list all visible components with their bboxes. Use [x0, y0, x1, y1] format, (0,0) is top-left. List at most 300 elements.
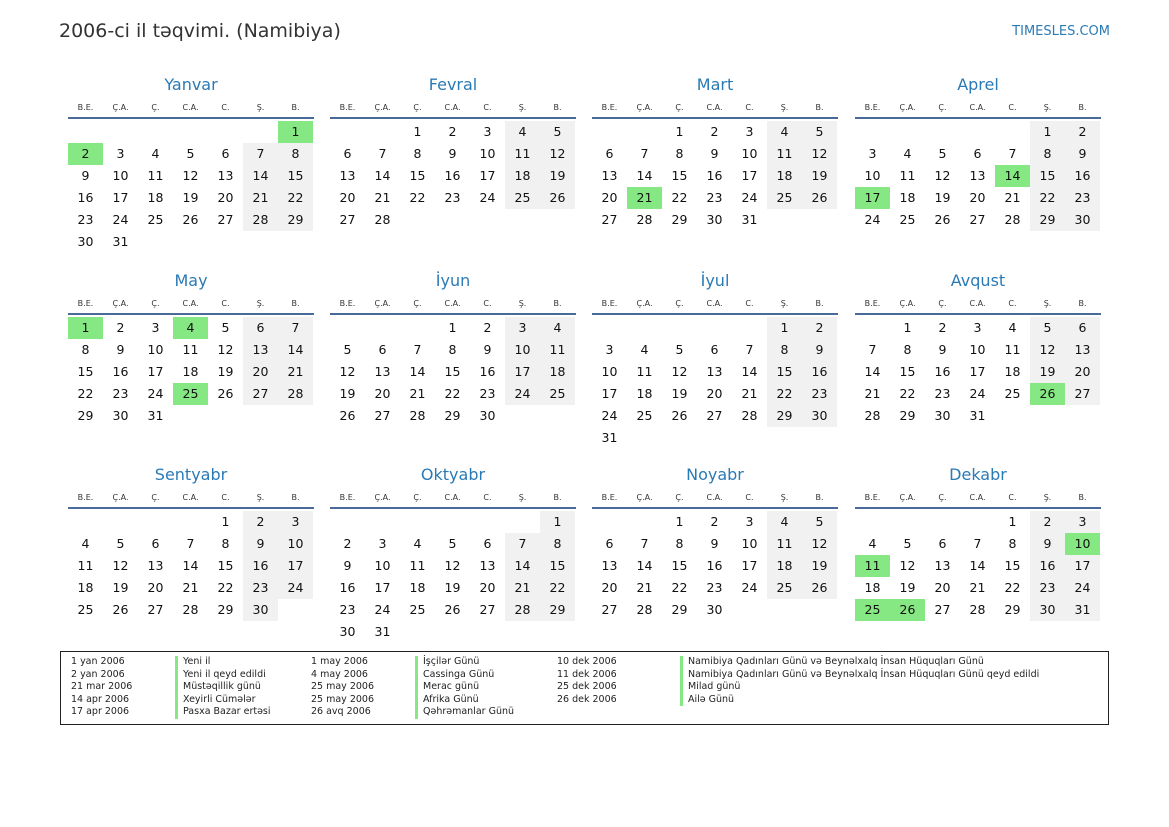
- day-cell: 15: [671, 168, 688, 183]
- day-cell: 9: [710, 536, 719, 551]
- day-cell: 14: [374, 168, 391, 183]
- day-cell: 5: [802, 511, 837, 533]
- weekday-label: B.E.: [601, 493, 618, 502]
- day-cell: 3: [278, 511, 313, 533]
- day-cell: 23: [1065, 187, 1100, 209]
- day-cell: 15: [217, 558, 234, 573]
- day-cell: 21: [969, 580, 986, 595]
- day-cell: 1: [1008, 514, 1017, 529]
- day-cell: 2: [1030, 511, 1065, 533]
- weekday-label: B.: [1078, 299, 1087, 308]
- day-cell: 7: [868, 342, 877, 357]
- legend-date: 14 apr 2006: [71, 693, 130, 705]
- day-cell: 19: [444, 580, 461, 595]
- day-cell: 14: [278, 339, 313, 361]
- day-cell: 23: [243, 577, 278, 599]
- day-cell: 22: [278, 187, 313, 209]
- day-cell: 22: [1004, 580, 1021, 595]
- legend-holiday-name: Afrika Günü: [415, 694, 479, 707]
- day-cell: 22: [1030, 187, 1065, 209]
- day-cell: 17: [112, 190, 129, 205]
- weekday-label: C.A.: [444, 493, 461, 502]
- day-cell: 5: [675, 342, 684, 357]
- legend-holiday-name: Pasxa Bazar ertəsi: [175, 706, 271, 719]
- day-cell: 19: [671, 386, 688, 401]
- day-cell: 27: [217, 212, 234, 227]
- weekday-label: C.: [745, 103, 754, 112]
- day-cell: 10: [969, 342, 986, 357]
- day-cell: 4: [413, 536, 422, 551]
- day-cell: 11: [767, 533, 802, 555]
- day-cell: 24: [278, 577, 313, 599]
- day-cell: 7: [505, 533, 540, 555]
- day-cell: 4: [505, 121, 540, 143]
- day-cell: 21: [243, 187, 278, 209]
- day-cell: 2: [938, 320, 947, 335]
- weekday-label: Ş.: [780, 103, 789, 112]
- day-cell: 13: [601, 558, 618, 573]
- day-cell: 5: [116, 536, 125, 551]
- day-cell: 15: [1004, 558, 1021, 573]
- day-cell: 6: [151, 536, 160, 551]
- day-cell: 5: [186, 146, 195, 161]
- day-cell: 14: [636, 168, 653, 183]
- day-cell: 12: [112, 558, 129, 573]
- day-cell: 22: [899, 386, 916, 401]
- day-cell: 29: [278, 209, 313, 231]
- weekday-label: C.: [483, 299, 492, 308]
- weekday-label: C.A.: [969, 103, 986, 112]
- month-name: İyun: [435, 271, 471, 290]
- day-cell: 25: [767, 577, 802, 599]
- day-cell: 7: [413, 342, 422, 357]
- day-cell: 11: [540, 339, 575, 361]
- day-cell: 31: [1065, 599, 1100, 621]
- day-cell: 12: [217, 342, 234, 357]
- legend-date: 17 apr 2006: [71, 706, 130, 717]
- day-cell: 31: [601, 430, 618, 445]
- day-cell: 4: [540, 317, 575, 339]
- day-cell: 16: [802, 361, 837, 383]
- weekday-label: Ç.: [413, 103, 422, 112]
- day-cell: 9: [116, 342, 125, 357]
- day-cell: 2: [710, 514, 719, 529]
- day-cell: 8: [540, 533, 575, 555]
- weekday-label: Ç.: [151, 493, 160, 502]
- day-cell: 16: [243, 555, 278, 577]
- day-cell: 18: [767, 165, 802, 187]
- day-cell: 22: [77, 386, 94, 401]
- weekday-label: C.A.: [706, 103, 723, 112]
- legend-holiday-name: Yeni il qeyd edildi: [175, 669, 266, 682]
- day-cell: 28: [243, 209, 278, 231]
- weekday-label: Ç.A.: [112, 493, 129, 502]
- month-1: [68, 74, 314, 249]
- weekday-header: [68, 488, 314, 509]
- day-cell: 12: [1030, 339, 1065, 361]
- legend-holiday-name: Namibiya Qadınları Günü və Beynəlxalq İnsan Hüquqları Günü qeyd edildi: [680, 669, 1039, 682]
- day-cell: 1: [413, 124, 422, 139]
- weekday-header: [855, 488, 1101, 509]
- legend-holiday-name: Müstəqillik günü: [175, 681, 261, 694]
- day-cell: 6: [378, 342, 387, 357]
- day-cell: 25: [767, 187, 802, 209]
- page-title: 2006-ci il təqvimi. (Namibiya): [59, 20, 341, 42]
- day-cell: 19: [934, 190, 951, 205]
- weekday-label: Ç.A.: [374, 103, 391, 112]
- day-cell: 25: [147, 212, 164, 227]
- weekday-label: Ç.: [675, 299, 684, 308]
- day-cell: 13: [374, 364, 391, 379]
- month-8: [855, 270, 1101, 445]
- day-cell: 20: [934, 580, 951, 595]
- weekday-label: Ş.: [256, 493, 265, 502]
- day-cell: 5: [938, 146, 947, 161]
- day-cell: 26: [182, 212, 199, 227]
- legend-holiday-name: Yeni il: [175, 656, 210, 669]
- day-cell: 22: [444, 386, 461, 401]
- day-cell: 27: [706, 408, 723, 423]
- day-cell: 6: [710, 342, 719, 357]
- day-cell: 16: [444, 168, 461, 183]
- day-cell: 15: [1030, 165, 1065, 187]
- day-cell: 30: [339, 624, 356, 639]
- day-cell: 11: [147, 168, 164, 183]
- day-cell: 30: [77, 234, 94, 249]
- day-cell: 15: [671, 558, 688, 573]
- day-cell: 10: [1065, 533, 1100, 555]
- weekday-header: [330, 98, 576, 119]
- weekday-label: B.: [553, 103, 562, 112]
- weekday-label: Ç.A.: [112, 103, 129, 112]
- day-cell: 3: [868, 146, 877, 161]
- day-cell: 25: [505, 187, 540, 209]
- day-cell: 20: [243, 361, 278, 383]
- day-cell: 21: [182, 580, 199, 595]
- day-cell: 4: [1008, 320, 1017, 335]
- day-cell: 19: [339, 386, 356, 401]
- weekday-header: [592, 294, 838, 315]
- day-cell: 20: [1065, 361, 1100, 383]
- day-cell: 13: [243, 339, 278, 361]
- day-cell: 13: [147, 558, 164, 573]
- weekday-label: Ç.: [413, 493, 422, 502]
- day-cell: 12: [671, 364, 688, 379]
- day-cell: 30: [1030, 599, 1065, 621]
- weekday-header: [330, 488, 576, 509]
- legend-date: 11 dek 2006: [557, 668, 617, 680]
- day-cell: 19: [899, 580, 916, 595]
- day-cell: 24: [374, 602, 391, 617]
- day-cell: 6: [605, 146, 614, 161]
- month-name: Dekabr: [949, 465, 1007, 484]
- day-cell: 30: [706, 602, 723, 617]
- day-cell: 16: [1065, 165, 1100, 187]
- day-cell: 14: [505, 555, 540, 577]
- day-cell: 17: [278, 555, 313, 577]
- day-cell: 24: [112, 212, 129, 227]
- day-cell: 11: [899, 168, 916, 183]
- weekday-label: B.: [291, 103, 300, 112]
- day-cell: 20: [479, 580, 496, 595]
- day-cell: 5: [903, 536, 912, 551]
- day-cell: 20: [374, 386, 391, 401]
- weekday-label: C.: [1008, 299, 1017, 308]
- day-cell: 10: [112, 168, 129, 183]
- weekday-label: B.E.: [864, 493, 881, 502]
- weekday-label: B.E.: [601, 299, 618, 308]
- day-cell: 10: [741, 536, 758, 551]
- day-cell: 28: [1004, 212, 1021, 227]
- month-5: [68, 270, 314, 445]
- day-cell: 13: [934, 558, 951, 573]
- weekday-label: Ş.: [780, 493, 789, 502]
- day-cell: 14: [409, 364, 426, 379]
- weekday-header: [592, 488, 838, 509]
- legend-date: 1 may 2006: [311, 656, 368, 667]
- day-cell: 17: [601, 386, 618, 401]
- day-cell: 13: [706, 364, 723, 379]
- day-cell: 4: [81, 536, 90, 551]
- day-cell: 22: [671, 190, 688, 205]
- day-cell: 12: [802, 143, 837, 165]
- day-cell: 12: [339, 364, 356, 379]
- weekday-label: Ş.: [1043, 103, 1052, 112]
- month-name: İyul: [700, 271, 730, 290]
- day-cell: 13: [969, 168, 986, 183]
- day-cell: 16: [77, 190, 94, 205]
- day-cell: 6: [605, 536, 614, 551]
- day-cell: 4: [151, 146, 160, 161]
- legend-date: 10 dek 2006: [557, 656, 617, 667]
- legend-date: 25 may 2006: [311, 693, 375, 705]
- day-cell: 23: [802, 383, 837, 405]
- day-cell: 6: [973, 146, 982, 161]
- day-cell: 1: [903, 320, 912, 335]
- day-cell: 18: [182, 364, 199, 379]
- day-cell: 6: [343, 146, 352, 161]
- legend-date: 2 yan 2006: [71, 668, 125, 680]
- weekday-label: Ç.A.: [636, 299, 653, 308]
- day-cell: 10: [278, 533, 313, 555]
- month-name: Sentyabr: [154, 465, 228, 484]
- day-cell: 2: [116, 320, 125, 335]
- day-cell: 11: [77, 558, 94, 573]
- day-cell: 22: [217, 580, 234, 595]
- day-cell: 11: [505, 143, 540, 165]
- weekday-header: [855, 294, 1101, 315]
- day-cell: 19: [802, 165, 837, 187]
- day-cell: 17: [1065, 555, 1100, 577]
- weekday-label: C.: [745, 299, 754, 308]
- day-cell: 9: [81, 168, 90, 183]
- day-cell: 29: [899, 408, 916, 423]
- legend-date: 4 may 2006: [311, 668, 368, 680]
- day-cell: 10: [505, 339, 540, 361]
- day-cell: 3: [1065, 511, 1100, 533]
- weekday-label: B.: [815, 103, 824, 112]
- weekday-label: B.: [1078, 103, 1087, 112]
- day-cell: 3: [745, 514, 754, 529]
- day-cell: 5: [1030, 317, 1065, 339]
- day-cell: 7: [243, 143, 278, 165]
- month-name: Noyabr: [686, 465, 744, 484]
- day-cell: 25: [636, 408, 653, 423]
- day-cell: 11: [767, 143, 802, 165]
- day-cell: 24: [505, 383, 540, 405]
- day-cell: 30: [1065, 209, 1100, 231]
- day-cell: 29: [671, 602, 688, 617]
- day-cell: 29: [671, 212, 688, 227]
- weekday-label: Ş.: [780, 299, 789, 308]
- weekday-label: B.: [553, 299, 562, 308]
- day-cell: 25: [855, 599, 890, 621]
- day-cell: 31: [112, 234, 129, 249]
- weekday-header: [68, 98, 314, 119]
- weekday-label: C.A.: [706, 299, 723, 308]
- day-cell: 7: [640, 536, 649, 551]
- day-cell: 3: [973, 320, 982, 335]
- weekday-label: C.A.: [969, 493, 986, 502]
- weekday-header: [855, 98, 1101, 119]
- day-cell: 6: [483, 536, 492, 551]
- day-cell: 21: [374, 190, 391, 205]
- weekday-label: B.E.: [77, 493, 94, 502]
- day-cell: 23: [479, 386, 496, 401]
- day-cell: 26: [802, 577, 837, 599]
- day-cell: 28: [374, 212, 391, 227]
- day-cell: 8: [675, 146, 684, 161]
- day-cell: 24: [864, 212, 881, 227]
- day-cell: 14: [969, 558, 986, 573]
- day-cell: 20: [601, 580, 618, 595]
- weekday-label: Ç.: [938, 299, 947, 308]
- weekday-label: C.A.: [706, 493, 723, 502]
- legend-date: 25 may 2006: [311, 681, 375, 692]
- day-cell: 1: [68, 317, 103, 339]
- weekday-label: Ç.A.: [899, 103, 916, 112]
- weekday-label: C.: [221, 103, 230, 112]
- day-cell: 8: [1008, 536, 1017, 551]
- day-cell: 13: [339, 168, 356, 183]
- day-cell: 2: [343, 536, 352, 551]
- day-cell: 13: [217, 168, 234, 183]
- weekday-label: C.: [1008, 493, 1017, 502]
- weekday-label: Ş.: [518, 493, 527, 502]
- day-cell: 23: [706, 580, 723, 595]
- weekday-label: C.A.: [182, 299, 199, 308]
- day-cell: 30: [802, 405, 837, 427]
- day-cell: 25: [899, 212, 916, 227]
- day-cell: 4: [868, 536, 877, 551]
- day-cell: 30: [479, 408, 496, 423]
- day-cell: 1: [675, 124, 684, 139]
- day-cell: 28: [741, 408, 758, 423]
- day-cell: 27: [1065, 383, 1100, 405]
- day-cell: 25: [409, 602, 426, 617]
- day-cell: 10: [601, 364, 618, 379]
- weekday-label: Ç.: [413, 299, 422, 308]
- day-cell: 10: [147, 342, 164, 357]
- site-link[interactable]: TIMESLES.COM: [1012, 24, 1110, 39]
- month-7: [592, 270, 838, 445]
- weekday-label: Ş.: [1043, 299, 1052, 308]
- legend-holiday-name: Merac günü: [415, 681, 479, 694]
- day-cell: 6: [1065, 317, 1100, 339]
- legend-date: 25 dek 2006: [557, 681, 617, 692]
- day-cell: 21: [278, 361, 313, 383]
- day-cell: 4: [767, 511, 802, 533]
- day-cell: 14: [864, 364, 881, 379]
- day-cell: 20: [339, 190, 356, 205]
- day-cell: 29: [1030, 209, 1065, 231]
- day-cell: 26: [1030, 383, 1065, 405]
- day-cell: 17: [741, 558, 758, 573]
- day-cell: 12: [899, 558, 916, 573]
- day-cell: 29: [540, 599, 575, 621]
- day-cell: 8: [81, 342, 90, 357]
- day-cell: 23: [1030, 577, 1065, 599]
- day-cell: 23: [112, 386, 129, 401]
- day-cell: 26: [934, 212, 951, 227]
- weekday-label: C.A.: [969, 299, 986, 308]
- day-cell: 28: [864, 408, 881, 423]
- month-name: May: [174, 271, 208, 290]
- weekday-label: Ş.: [518, 299, 527, 308]
- day-cell: 16: [112, 364, 129, 379]
- day-cell: 30: [934, 408, 951, 423]
- day-cell: 6: [938, 536, 947, 551]
- day-cell: 1: [448, 320, 457, 335]
- day-cell: 9: [1030, 533, 1065, 555]
- weekday-label: Ç.A.: [899, 493, 916, 502]
- weekday-label: C.: [1008, 103, 1017, 112]
- weekday-label: B.: [553, 493, 562, 502]
- day-cell: 4: [173, 317, 208, 339]
- day-cell: 25: [77, 602, 94, 617]
- weekday-label: B.E.: [77, 103, 94, 112]
- legend-date: 1 yan 2006: [71, 656, 125, 667]
- day-cell: 5: [802, 121, 837, 143]
- day-cell: 17: [741, 168, 758, 183]
- day-cell: 14: [182, 558, 199, 573]
- day-cell: 21: [636, 580, 653, 595]
- day-cell: 5: [343, 342, 352, 357]
- weekday-label: B.E.: [77, 299, 94, 308]
- month-4: [855, 74, 1101, 249]
- day-cell: 18: [636, 386, 653, 401]
- day-cell: 4: [640, 342, 649, 357]
- day-cell: 18: [505, 165, 540, 187]
- day-cell: 17: [479, 168, 496, 183]
- day-cell: 14: [243, 165, 278, 187]
- day-cell: 9: [1065, 143, 1100, 165]
- day-cell: 29: [767, 405, 802, 427]
- day-cell: 22: [767, 383, 802, 405]
- day-cell: 27: [601, 602, 618, 617]
- day-cell: 9: [343, 558, 352, 573]
- legend-holiday-name: Xeyirli Cümələr: [175, 694, 256, 707]
- weekday-label: Ç.: [151, 299, 160, 308]
- day-cell: 24: [969, 386, 986, 401]
- day-cell: 19: [217, 364, 234, 379]
- day-cell: 2: [483, 320, 492, 335]
- day-cell: 14: [995, 165, 1030, 187]
- legend-holiday-name: Milad günü: [680, 681, 740, 694]
- day-cell: 23: [706, 190, 723, 205]
- day-cell: 20: [601, 190, 618, 205]
- day-cell: 9: [243, 533, 278, 555]
